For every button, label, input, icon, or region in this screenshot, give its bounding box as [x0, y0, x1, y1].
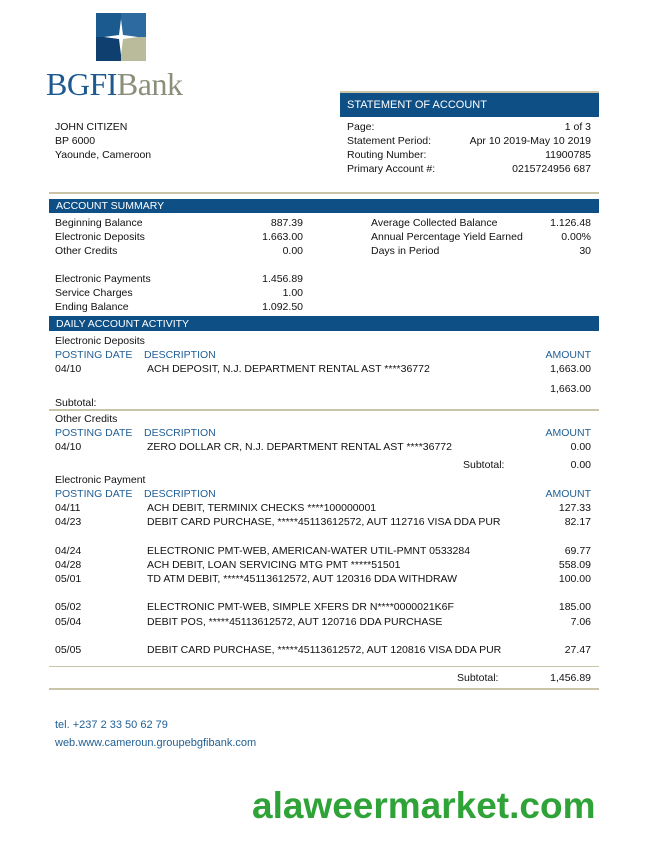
summary-right-label: Average Collected Balance	[371, 217, 498, 229]
summary-left-value: 1.092.50	[262, 301, 303, 313]
summary-right-value: 1.126.48	[550, 217, 591, 229]
transaction-amount: 558.09	[558, 559, 591, 571]
deposits-subtotal-label: Subtotal:	[55, 397, 97, 409]
transaction-date: 04/24	[55, 545, 82, 557]
payments-bottom-rule	[49, 688, 599, 690]
transaction-date: 05/02	[55, 601, 82, 613]
credits-subtotal-label: Subtotal:	[463, 459, 505, 471]
primary-account-value: 0215724956 687	[512, 163, 591, 175]
statement-title: STATEMENT OF ACCOUNT	[347, 99, 487, 111]
transaction-amount: 82.17	[564, 516, 591, 528]
transaction-description: DEBIT CARD PURCHASE, *****45113612572, AUT 112716 VISA DDA PUR	[147, 516, 501, 528]
credits-section-title: Other Credits	[55, 413, 118, 425]
contact-phone: tel. +237 2 33 50 62 79	[55, 719, 168, 731]
summary-left-label: Electronic Payments	[55, 273, 151, 285]
transaction-description: ACH DEBIT, TERMINIX CHECKS ****100000001	[147, 502, 377, 514]
col-header-posting-date: POSTING DATE	[55, 488, 133, 500]
transaction-amount: 27.47	[564, 644, 591, 656]
routing-number-label: Routing Number:	[347, 149, 427, 161]
statement-period-value: Apr 10 2019-May 10 2019	[469, 135, 591, 147]
summary-topline	[49, 192, 599, 194]
statement-page-value: 1 of 3	[564, 121, 591, 133]
col-header-description: DESCRIPTION	[144, 349, 216, 361]
deposits-section-title: Electronic Deposits	[55, 335, 145, 347]
transaction-description: TD ATM DEBIT, *****45113612572, AUT 120316 DDA WITHDRAW	[147, 573, 458, 585]
daily-activity-bar	[49, 316, 599, 331]
summary-left-label: Service Charges	[55, 287, 133, 299]
summary-left-value: 1.00	[282, 287, 303, 299]
account-summary-bar	[49, 199, 599, 213]
statement-title-bar	[340, 93, 599, 117]
transaction-amount: 0.00	[570, 441, 591, 453]
transaction-description: DEBIT CARD PURCHASE, *****45113612572, AUT 120816 VISA DDA PUR	[147, 644, 502, 656]
transaction-description: ACH DEPOSIT, N.J. DEPARTMENT RENTAL AST ****36772	[147, 363, 430, 375]
transaction-amount: 127.33	[558, 502, 591, 514]
payments-subtotal-amount: 1,456.89	[550, 672, 591, 684]
transaction-amount: 185.00	[558, 601, 591, 613]
payments-subtotal-topline	[49, 666, 599, 667]
transaction-amount: 69.77	[564, 545, 591, 557]
transaction-description: DEBIT POS, *****45113612572, AUT 120716 DDA PURCHASE	[147, 616, 443, 628]
summary-right-label: Annual Percentage Yield Earned	[371, 231, 523, 243]
transaction-date: 05/05	[55, 644, 82, 656]
contact-website-link[interactable]: web.www.cameroun.groupebgfibank.com	[55, 737, 257, 749]
transaction-amount: 100.00	[558, 573, 591, 585]
summary-left-value: 887.39	[270, 217, 303, 229]
transaction-description: ELECTRONIC PMT-WEB, AMERICAN-WATER UTIL-PMNT 0533284	[147, 545, 471, 557]
routing-number-value: 11900785	[545, 149, 591, 161]
daily-activity-title: DAILY ACCOUNT ACTIVITY	[56, 318, 190, 330]
col-header-amount: AMOUNT	[545, 349, 591, 361]
transaction-amount: 7.06	[570, 616, 591, 628]
summary-left-label: Electronic Deposits	[55, 231, 145, 243]
watermark-text: alaweermarket.com	[252, 785, 596, 826]
col-header-amount: AMOUNT	[545, 488, 591, 500]
bank-logo-mark	[96, 13, 146, 61]
logo-bank: Bank	[116, 66, 183, 102]
transaction-amount: 1,663.00	[550, 363, 591, 375]
customer-address-line2: Yaounde, Cameroon	[55, 149, 152, 161]
transaction-date: 04/10	[55, 363, 82, 375]
summary-left-label: Beginning Balance	[55, 217, 143, 229]
transaction-description: ZERO DOLLAR CR, N.J. DEPARTMENT RENTAL AST ****36772	[147, 441, 452, 453]
deposits-divider	[49, 409, 599, 411]
summary-left-value: 0.00	[282, 245, 303, 257]
account-summary-title: ACCOUNT SUMMARY	[56, 200, 165, 212]
statement-page-label: Page:	[347, 121, 375, 133]
summary-right-value: 0.00%	[561, 231, 591, 243]
col-header-description: DESCRIPTION	[144, 488, 216, 500]
transaction-date: 05/04	[55, 616, 82, 628]
customer-name: JOHN CITIZEN	[55, 121, 128, 133]
customer-address-line1: BP 6000	[55, 135, 96, 147]
transaction-date: 04/28	[55, 559, 82, 571]
payments-subtotal-label: Subtotal:	[457, 672, 499, 684]
transaction-date: 04/23	[55, 516, 82, 528]
col-header-posting-date: POSTING DATE	[55, 427, 133, 439]
transaction-date: 05/01	[55, 573, 82, 585]
col-header-description: DESCRIPTION	[144, 427, 216, 439]
summary-left-label: Ending Balance	[55, 301, 129, 313]
credits-subtotal-amount: 0.00	[570, 459, 591, 471]
payments-section-title: Electronic Payment	[55, 474, 146, 486]
col-header-amount: AMOUNT	[545, 427, 591, 439]
summary-left-value: 1.663.00	[262, 231, 303, 243]
transaction-description: ELECTRONIC PMT-WEB, SIMPLE XFERS DR N****0000021K6F	[147, 601, 454, 613]
summary-left-label: Other Credits	[55, 245, 118, 257]
transaction-date: 04/11	[55, 502, 81, 514]
statement-period-label: Statement Period:	[347, 135, 432, 147]
transaction-description: ACH DEBIT, LOAN SERVICING MTG PMT *****51501	[147, 559, 401, 571]
col-header-posting-date: POSTING DATE	[55, 349, 133, 361]
summary-right-value: 30	[579, 245, 591, 257]
primary-account-label: Primary Account #:	[347, 163, 436, 175]
logo-bgfi: BGFI	[46, 66, 117, 102]
summary-right-label: Days in Period	[371, 245, 440, 257]
transaction-date: 04/10	[55, 441, 82, 453]
deposits-subtotal-amount: 1,663.00	[550, 383, 591, 395]
summary-left-value: 1.456.89	[262, 273, 303, 285]
bank-logo-text	[46, 66, 182, 102]
